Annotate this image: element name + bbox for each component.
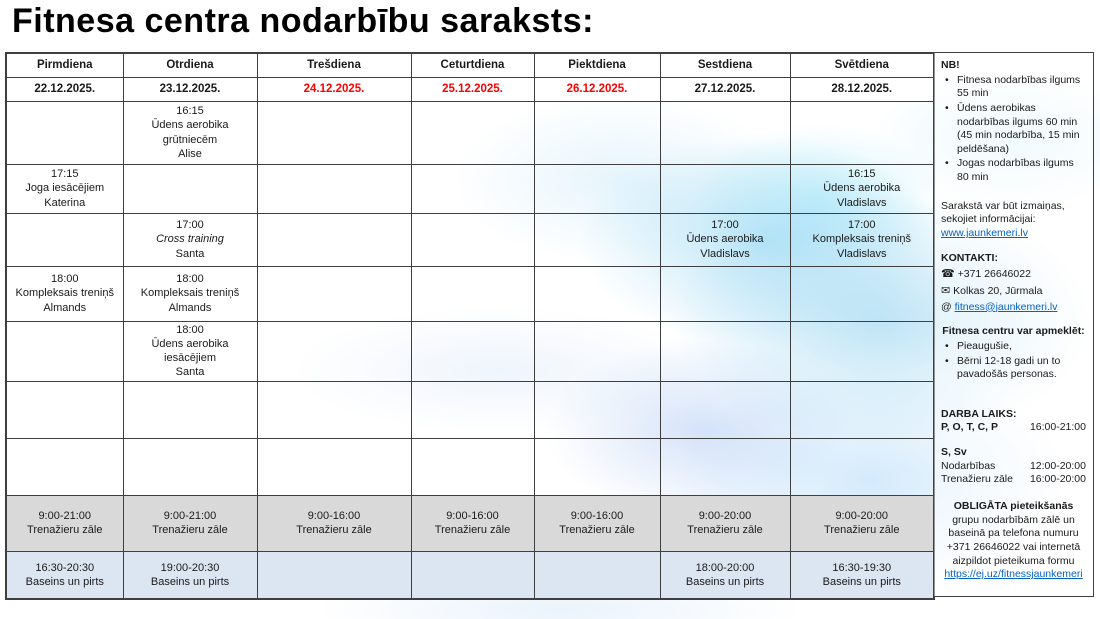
- gym-hours-cell: 9:00-16:00 Trenažieru zāle: [257, 495, 411, 551]
- schedule-cell: [6, 321, 123, 381]
- visit-item: • Bērni 12-18 gadi un to pavadošās personas.: [943, 355, 1086, 382]
- booking-link[interactable]: https://ej.uz/fitnessjaunkemeri: [944, 568, 1083, 581]
- schedule-cell: 17:00 Kompleksais treniņš Vladislavs: [790, 213, 934, 266]
- schedule-cell: [411, 321, 534, 381]
- schedule-cell: 16:15 Ūdens aerobika grūtniecēm Alise: [123, 101, 257, 164]
- address-text: Kolkas 20, Jūrmala: [953, 284, 1043, 297]
- info-sidebar: [933, 52, 1094, 597]
- schedule-cell: [660, 164, 790, 213]
- page-title: Fitnesa centra nodarbību saraksts:: [12, 2, 594, 40]
- schedule-cell: [411, 266, 534, 321]
- visit-item: • Pieaugušie,: [943, 340, 1086, 354]
- schedule-cell: 18:00 Kompleksais treniņš Almands: [123, 266, 257, 321]
- schedule-cell: [534, 266, 660, 321]
- schedule-table: [5, 52, 935, 600]
- schedule-cell: 17:00 Ūdens aerobika Vladislavs: [660, 213, 790, 266]
- hours-classes: Nodarbības 12:00-20:00: [941, 459, 1086, 472]
- website-link[interactable]: www.jaunkemeri.lv: [941, 227, 1028, 240]
- schedule-cell: [660, 321, 790, 381]
- date-cell: 23.12.2025.: [123, 77, 257, 101]
- schedule-cell: 16:15 Ūdens aerobika Vladislavs: [790, 164, 934, 213]
- nb-item: • Ūdens aerobikas nodarbības ilgums 60 min (45 min nodarbība, 15 min peldēšana): [943, 102, 1086, 157]
- changes-note: Sarakstā var būt izmaiņas, sekojiet informācijai: www.jaunkemeri.lv: [941, 199, 1065, 240]
- nb-item: • Jogas nodarbības ilgums 80 min: [943, 157, 1086, 184]
- schedule-cell: [534, 381, 660, 438]
- gym-hours-cell: 9:00-21:00 Trenažieru zāle: [123, 495, 257, 551]
- schedule-cell: [6, 381, 123, 438]
- schedule-cell: [534, 164, 660, 213]
- schedule-cell: [790, 438, 934, 495]
- phone-icon: ☎: [941, 268, 955, 281]
- schedule-cell: [411, 213, 534, 266]
- hours-gym: Trenažieru zāle 16:00-20:00: [941, 473, 1086, 486]
- schedule-cell: [6, 438, 123, 495]
- at-icon: @: [941, 300, 955, 313]
- schedule-cell: [790, 381, 934, 438]
- schedule-cell: [123, 381, 257, 438]
- schedule-cell: [6, 101, 123, 164]
- pool-hours-cell: 16:30-19:30 Baseins un pirts: [790, 551, 934, 599]
- nb-list: [943, 74, 1086, 185]
- gym-hours-cell: 9:00-16:00 Trenažieru zāle: [534, 495, 660, 551]
- schedule-cell: [534, 213, 660, 266]
- schedule-table-body: [6, 53, 934, 599]
- schedule-cell: 17:00 Cross training Santa: [123, 213, 257, 266]
- hours-weekend-label: S, Sv: [941, 446, 967, 459]
- schedule-cell: [534, 438, 660, 495]
- visit-title: Fitnesa centru var apmeklēt:: [942, 325, 1085, 338]
- day-header-cell: Pirmdiena: [6, 53, 123, 77]
- schedule-cell: 18:00 Kompleksais treniņš Almands: [6, 266, 123, 321]
- schedule-cell: [534, 101, 660, 164]
- booking-note: OBLIGĀTA pieteikšanās grupu nodarbībām zālē un baseinā pa telefona numuru +371 26646022 vai internetā aizpildot pieteikuma formu https://ej.uz/fitnessjaunkemeri: [944, 500, 1083, 581]
- gym-hours-cell: 9:00-16:00 Trenažieru zāle: [411, 495, 534, 551]
- pool-hours-cell: 16:30-20:30 Baseins un pirts: [6, 551, 123, 599]
- schedule-cell: [123, 164, 257, 213]
- pool-hours-cell: [534, 551, 660, 599]
- schedule-cell: [660, 266, 790, 321]
- day-header-cell: Piektdiena: [534, 53, 660, 77]
- schedule-cell: [660, 381, 790, 438]
- schedule-cell: [411, 101, 534, 164]
- schedule-cell: [411, 438, 534, 495]
- envelope-icon: ✉: [941, 284, 951, 297]
- phone-line: [941, 267, 1086, 282]
- schedule-cell: [411, 164, 534, 213]
- schedule-cell: [660, 101, 790, 164]
- phone-number: +371 26646022: [957, 268, 1031, 281]
- hours-weekdays: P, O, T, C, P 16:00-21:00: [941, 421, 1086, 434]
- contacts-title: KONTAKTI:: [941, 251, 998, 264]
- date-cell: 22.12.2025.: [6, 77, 123, 101]
- schedule-cell: 18:00 Ūdens aerobika iesācējiem Santa: [123, 321, 257, 381]
- schedule-cell: [257, 213, 411, 266]
- hours-title: DARBA LAIKS:: [941, 407, 1017, 420]
- date-cell: 26.12.2025.: [534, 77, 660, 101]
- email-link[interactable]: fitness@jaunkemeri.lv: [954, 300, 1058, 313]
- schedule-cell: [257, 321, 411, 381]
- day-header-cell: Ceturtdiena: [411, 53, 534, 77]
- date-cell: 24.12.2025.: [257, 77, 411, 101]
- schedule-cell: [257, 438, 411, 495]
- schedule-cell: [411, 381, 534, 438]
- gym-hours-cell: 9:00-20:00 Trenažieru zāle: [790, 495, 934, 551]
- nb-title: NB!: [941, 59, 960, 71]
- date-cell: 25.12.2025.: [411, 77, 534, 101]
- schedule-cell: [660, 438, 790, 495]
- pool-hours-cell: [257, 551, 411, 599]
- email-line: [941, 301, 1086, 315]
- schedule-cell: [257, 266, 411, 321]
- pool-hours-cell: 19:00-20:30 Baseins un pirts: [123, 551, 257, 599]
- schedule-cell: [790, 266, 934, 321]
- day-header-cell: Otrdiena: [123, 53, 257, 77]
- address-line: [941, 284, 1086, 299]
- gym-hours-cell: 9:00-21:00 Trenažieru zāle: [6, 495, 123, 551]
- schedule-cell: [790, 101, 934, 164]
- schedule-cell: 17:15 Joga iesācējiem Katerina: [6, 164, 123, 213]
- gym-hours-cell: 9:00-20:00 Trenažieru zāle: [660, 495, 790, 551]
- visit-list: [943, 340, 1086, 382]
- day-header-cell: Trešdiena: [257, 53, 411, 77]
- pool-hours-cell: 18:00-20:00 Baseins un pirts: [660, 551, 790, 599]
- date-cell: 27.12.2025.: [660, 77, 790, 101]
- schedule-cell: [257, 381, 411, 438]
- day-header-cell: Svētdiena: [790, 53, 934, 77]
- schedule-cell: [257, 101, 411, 164]
- schedule-cell: [790, 321, 934, 381]
- schedule-cell: [123, 438, 257, 495]
- pool-hours-cell: [411, 551, 534, 599]
- schedule-cell: [257, 164, 411, 213]
- schedule-cell: [6, 213, 123, 266]
- nb-item: • Fitnesa nodarbības ilgums 55 min: [943, 74, 1086, 101]
- day-header-cell: Sestdiena: [660, 53, 790, 77]
- schedule-cell: [534, 321, 660, 381]
- date-cell: 28.12.2025.: [790, 77, 934, 101]
